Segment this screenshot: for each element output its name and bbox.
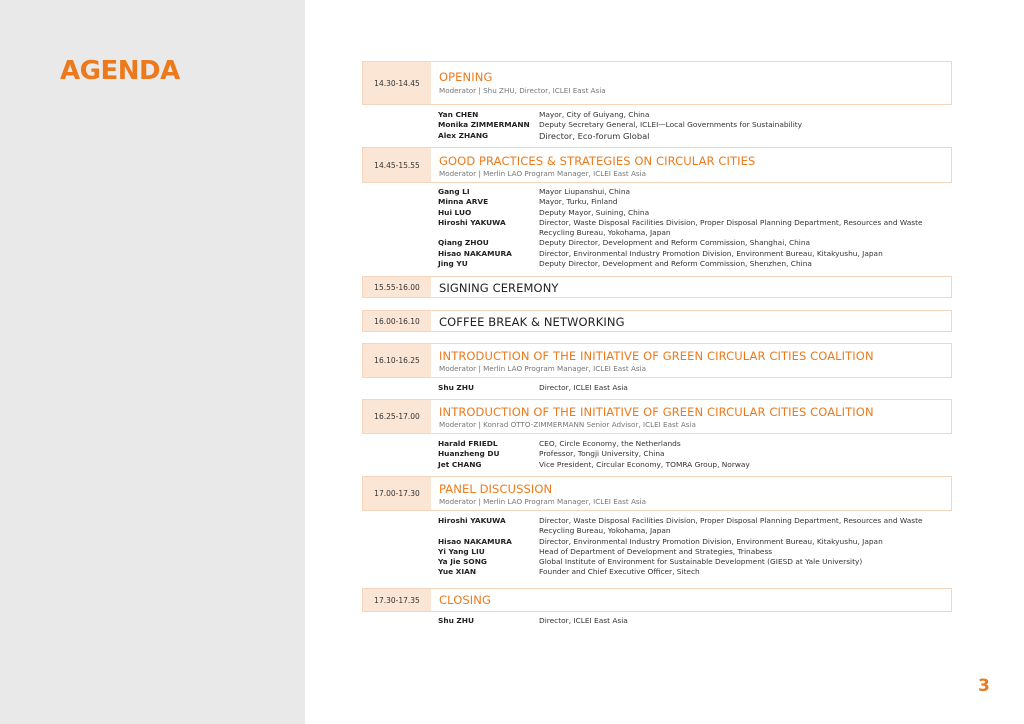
- speaker-list: [438, 616, 958, 626]
- speaker-row: [438, 110, 958, 120]
- session-moderator: Moderator | Shu ZHU, Director, ICLEI East Asia: [439, 86, 606, 95]
- speaker-name: Hui LUO: [438, 207, 472, 217]
- speaker-role: Mayor Liupanshui, China: [539, 187, 631, 196]
- speaker-row: [438, 218, 958, 239]
- speaker-list: [438, 516, 958, 578]
- session-moderator: Moderator | Konrad OTTO-ZIMMERMANN Senior Advisor, ICLEI East Asia: [439, 420, 696, 429]
- speaker-role: Deputy Secretary General, ICLEI—Local Governments for Sustainability: [539, 120, 803, 130]
- session-header-coffee-break: [362, 310, 952, 332]
- speaker-role: Global Institute of Environment for Sustainable Development (GIESD at Yale University): [539, 557, 863, 567]
- speaker-row: [438, 439, 958, 449]
- speaker-name: Jet CHANG: [438, 459, 482, 469]
- speaker-row: [438, 567, 958, 577]
- session-header-introduction-1: [362, 343, 952, 378]
- page-title: AGENDA: [60, 56, 180, 86]
- speaker-name: Harald FRIEDL: [438, 439, 498, 448]
- speaker-role: Director, ICLEI East Asia: [539, 616, 628, 625]
- speaker-row: [438, 516, 958, 537]
- session-title: OPENING: [439, 70, 493, 84]
- sidebar-panel: [0, 0, 305, 724]
- speaker-row: [438, 460, 958, 470]
- session-header-signing-ceremony: [362, 276, 952, 298]
- speaker-row: [438, 547, 958, 557]
- session-header-introduction-2: [362, 399, 952, 434]
- session-title: GOOD PRACTICES & STRATEGIES ON CIRCULAR CITIES: [439, 154, 756, 168]
- speaker-name: Shu ZHU: [438, 616, 474, 625]
- session-title: INTRODUCTION OF THE INITIATIVE OF GREEN CIRCULAR CITIES COALITION: [439, 349, 874, 363]
- session-time: 15.55-16.00: [363, 277, 431, 297]
- session-title: INTRODUCTION OF THE INITIATIVE OF GREEN CIRCULAR CITIES COALITION: [439, 405, 874, 419]
- speaker-name: Qiang ZHOU: [438, 238, 489, 248]
- speaker-list: [438, 383, 958, 393]
- session-time: 14.45-15.55: [363, 148, 431, 182]
- speaker-name: Hiroshi YAKUWA: [438, 516, 506, 525]
- speaker-row: [438, 537, 958, 547]
- session-moderator: Moderator | Merlin LAO Program Manager, ICLEI East Asia: [439, 497, 647, 506]
- speaker-name: Yue XIAN: [438, 567, 477, 577]
- speaker-row: [438, 187, 958, 197]
- speaker-role: Director, Environmental Industry Promotion Division, Environment Bureau, Kitakyushu, Japan: [539, 536, 883, 546]
- speaker-name: Hiroshi YAKUWA: [438, 217, 506, 227]
- speaker-name: Hisao NAKAMURA: [438, 536, 512, 546]
- speaker-name: Yan CHEN: [438, 110, 479, 119]
- speaker-row: [438, 616, 958, 626]
- speaker-row: [438, 449, 958, 459]
- session-time: 17.00-17.30: [363, 477, 431, 510]
- speaker-name: Ya Jie SONG: [438, 557, 487, 567]
- session-time: 16.25-17.00: [363, 400, 431, 433]
- speaker-role: Director, Waste Disposal Facilities Division, Proper Disposal Planning Department, Resources and Waste Recycling Bureau, Yokohama, Japan: [539, 516, 923, 536]
- speaker-list: [438, 439, 958, 470]
- session-moderator: Moderator | Merlin LAO Program Manager, ICLEI East Asia: [439, 364, 647, 373]
- session-moderator: Moderator | Merlin LAO Program Manager, ICLEI East Asia: [439, 169, 647, 178]
- page-number: 3: [978, 676, 990, 696]
- speaker-role: Deputy Mayor, Suining, China: [539, 207, 650, 217]
- speaker-row: [438, 131, 958, 141]
- speaker-role: Director, ICLEI East Asia: [539, 383, 628, 392]
- speaker-row: [438, 208, 958, 218]
- speaker-row: [438, 120, 958, 130]
- session-header-panel-discussion: [362, 476, 952, 511]
- session-time: 16.00-16.10: [363, 311, 431, 331]
- speaker-name: Minna ARVE: [438, 197, 489, 207]
- speaker-role: Mayor, City of Guiyang, China: [539, 110, 650, 119]
- session-header-closing: [362, 588, 952, 612]
- speaker-role: Director, Waste Disposal Facilities Division, Proper Disposal Planning Department, Resources and Waste Recycling Bureau, Yokohama, Japan: [539, 217, 923, 238]
- session-title: CLOSING: [439, 593, 491, 607]
- speaker-name: Gang LI: [438, 187, 470, 196]
- speaker-row: [438, 557, 958, 567]
- speaker-role: Professor, Tongji University, China: [539, 449, 665, 459]
- session-title: PANEL DISCUSSION: [439, 482, 553, 496]
- speaker-row: [438, 383, 958, 393]
- speaker-role: Director, Eco-forum Global: [539, 130, 650, 141]
- speaker-name: Huanzheng DU: [438, 449, 500, 459]
- session-time: 16.10-16.25: [363, 344, 431, 377]
- session-header-good-practices: [362, 147, 952, 183]
- session-time: 17.30-17.35: [363, 589, 431, 611]
- speaker-role: Deputy Director, Development and Reform Commission, Shenzhen, China: [539, 259, 812, 269]
- speaker-role: Vice President, Circular Economy, TOMRA Group, Norway: [539, 459, 750, 469]
- session-header-opening: [362, 61, 952, 105]
- speaker-list: [438, 110, 958, 141]
- session-time: 14.30-14.45: [363, 62, 431, 104]
- speaker-name: Monika ZIMMERMANN: [438, 120, 530, 130]
- speaker-role: Mayor, Turku, Finland: [539, 197, 618, 207]
- session-title: SIGNING CEREMONY: [439, 281, 559, 295]
- speaker-role: Head of Department of Development and Strategies, Trinabess: [539, 546, 773, 556]
- speaker-row: [438, 259, 958, 269]
- speaker-list: [438, 187, 958, 269]
- speaker-role: Director, Environmental Industry Promotion Division, Environment Bureau, Kitakyushu, Japan: [539, 248, 883, 258]
- speaker-name: Alex ZHANG: [438, 130, 489, 140]
- speaker-name: Jing YU: [438, 259, 468, 269]
- speaker-name: Yi Yang LIU: [438, 546, 485, 556]
- speaker-row: [438, 197, 958, 207]
- speaker-role: Deputy Director, Development and Reform Commission, Shanghai, China: [539, 238, 811, 248]
- speaker-row: [438, 249, 958, 259]
- speaker-role: Founder and Chief Executive Officer, Sitech: [539, 567, 700, 577]
- speaker-name: Shu ZHU: [438, 383, 474, 392]
- speaker-role: CEO, Circle Economy, the Netherlands: [539, 439, 681, 448]
- speaker-name: Hisao NAKAMURA: [438, 248, 512, 258]
- session-title: COFFEE BREAK & NETWORKING: [439, 315, 625, 329]
- speaker-row: [438, 238, 958, 248]
